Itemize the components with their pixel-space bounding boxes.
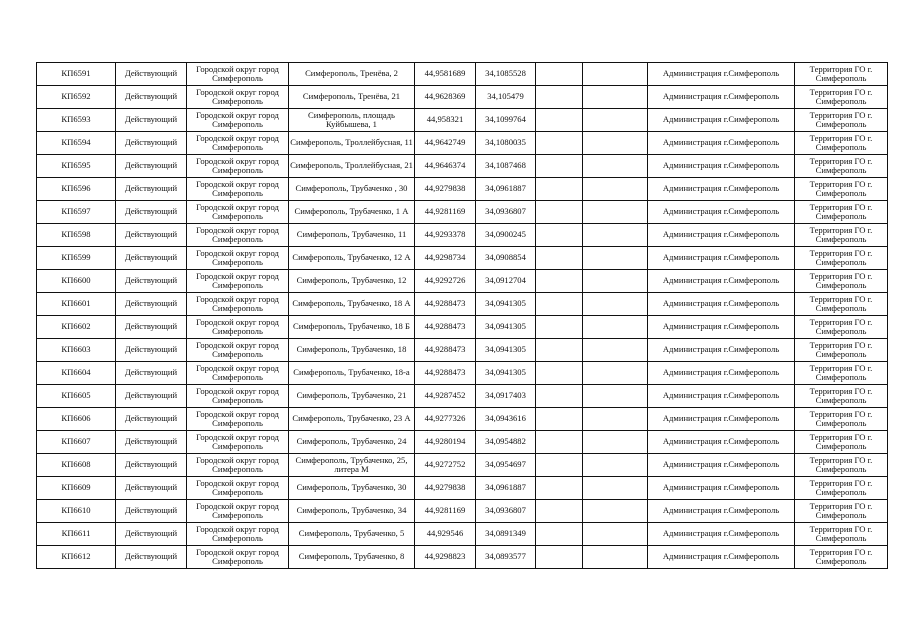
cell-empty [583,293,648,316]
cell-empty [536,454,583,477]
cell-latitude: 44,9288473 [415,293,476,316]
cell-longitude: 34,105479 [476,86,536,109]
cell-status: Действующий [116,408,187,431]
cell-empty [583,523,648,546]
cell-empty [536,546,583,569]
cell-territory: Городской округ город Симферополь [187,500,289,523]
cell-status: Действующий [116,201,187,224]
cell-latitude: 44,9292726 [415,270,476,293]
cell-empty [536,86,583,109]
cell-empty [536,500,583,523]
cell-inventory-number: КП6594 [37,132,116,155]
cell-status: Действующий [116,109,187,132]
table-row [37,201,888,224]
cell-service-zone: Территория ГО г. Симферополь [795,546,888,569]
table-row [37,339,888,362]
cell-territory: Городской округ город Симферополь [187,109,289,132]
cell-owner: Администрация г.Симферополь [648,247,795,270]
cell-latitude: 44,958321 [415,109,476,132]
cell-inventory-number: КП6607 [37,431,116,454]
cell-owner: Администрация г.Симферополь [648,178,795,201]
cell-territory: Городской округ город Симферополь [187,339,289,362]
table-row [37,500,888,523]
cell-address: Симферополь, Трубаченко, 12 А [289,247,415,270]
table-body [37,63,888,569]
cell-owner: Администрация г.Симферополь [648,431,795,454]
cell-longitude: 34,0941305 [476,362,536,385]
cell-latitude: 44,9287452 [415,385,476,408]
cell-empty [583,454,648,477]
table-row [37,63,888,86]
cell-inventory-number: КП6609 [37,477,116,500]
cell-inventory-number: КП6591 [37,63,116,86]
cell-inventory-number: КП6601 [37,293,116,316]
cell-empty [583,201,648,224]
cell-longitude: 34,0893577 [476,546,536,569]
cell-territory: Городской округ город Симферополь [187,293,289,316]
table-row [37,362,888,385]
cell-service-zone: Территория ГО г. Симферополь [795,408,888,431]
cell-address: Симферополь, Тренёва, 2 [289,63,415,86]
cell-longitude: 34,0908854 [476,247,536,270]
cell-empty [583,109,648,132]
cell-longitude: 34,0954882 [476,431,536,454]
cell-service-zone: Территория ГО г. Симферополь [795,339,888,362]
cell-service-zone: Территория ГО г. Симферополь [795,316,888,339]
cell-territory: Городской округ город Симферополь [187,362,289,385]
cell-address: Симферополь, Тренёва, 21 [289,86,415,109]
table-row [37,178,888,201]
cell-inventory-number: КП6610 [37,500,116,523]
cell-longitude: 34,1099764 [476,109,536,132]
cell-service-zone: Территория ГО г. Симферополь [795,109,888,132]
cell-address: Симферополь, Троллейбусная, 11 [289,132,415,155]
cell-empty [536,63,583,86]
cell-service-zone: Территория ГО г. Симферополь [795,270,888,293]
cell-inventory-number: КП6592 [37,86,116,109]
cell-service-zone: Территория ГО г. Симферополь [795,201,888,224]
table-row [37,454,888,477]
cell-longitude: 34,1085528 [476,63,536,86]
cell-territory: Городской округ город Симферополь [187,224,289,247]
cell-address: Симферополь, Трубаченко, 11 [289,224,415,247]
cell-owner: Администрация г.Симферополь [648,316,795,339]
cell-empty [583,247,648,270]
table-row [37,109,888,132]
cell-empty [583,477,648,500]
table-row [37,316,888,339]
cell-empty [583,270,648,293]
cell-status: Действующий [116,316,187,339]
cell-service-zone: Территория ГО г. Симферополь [795,132,888,155]
cell-latitude: 44,9581689 [415,63,476,86]
cell-latitude: 44,9628369 [415,86,476,109]
cell-inventory-number: КП6595 [37,155,116,178]
table-row [37,385,888,408]
cell-longitude: 34,0912704 [476,270,536,293]
cell-empty [536,523,583,546]
cell-latitude: 44,9646374 [415,155,476,178]
cell-territory: Городской округ город Симферополь [187,63,289,86]
cell-inventory-number: КП6611 [37,523,116,546]
cell-service-zone: Территория ГО г. Симферополь [795,431,888,454]
cell-address: Симферополь, Трубаченко, 34 [289,500,415,523]
table-row [37,155,888,178]
cell-service-zone: Территория ГО г. Симферополь [795,477,888,500]
cell-address: Симферополь, Трубаченко, 24 [289,431,415,454]
cell-owner: Администрация г.Симферополь [648,523,795,546]
cell-longitude: 34,0891349 [476,523,536,546]
table-row [37,293,888,316]
cell-service-zone: Территория ГО г. Симферополь [795,178,888,201]
cell-longitude: 34,0941305 [476,293,536,316]
cell-empty [583,385,648,408]
cell-empty [583,362,648,385]
cell-owner: Администрация г.Симферополь [648,86,795,109]
cell-owner: Администрация г.Симферополь [648,500,795,523]
table-row [37,224,888,247]
cell-owner: Администрация г.Симферополь [648,224,795,247]
cell-longitude: 34,0936807 [476,201,536,224]
cell-longitude: 34,0917403 [476,385,536,408]
cell-latitude: 44,9279838 [415,477,476,500]
container-sites-table [36,62,888,569]
cell-empty [583,155,648,178]
cell-empty [536,385,583,408]
cell-territory: Городской округ город Симферополь [187,523,289,546]
cell-owner: Администрация г.Симферополь [648,362,795,385]
cell-owner: Администрация г.Симферополь [648,477,795,500]
cell-service-zone: Территория ГО г. Симферополь [795,86,888,109]
cell-territory: Городской округ город Симферополь [187,477,289,500]
cell-empty [536,224,583,247]
cell-latitude: 44,9298823 [415,546,476,569]
cell-owner: Администрация г.Симферополь [648,385,795,408]
cell-longitude: 34,0941305 [476,316,536,339]
cell-latitude: 44,929546 [415,523,476,546]
cell-address: Симферополь, Трубаченко, 30 [289,477,415,500]
cell-status: Действующий [116,362,187,385]
cell-service-zone: Территория ГО г. Симферополь [795,500,888,523]
cell-empty [536,431,583,454]
cell-longitude: 34,0961887 [476,477,536,500]
cell-inventory-number: КП6596 [37,178,116,201]
cell-owner: Администрация г.Симферополь [648,155,795,178]
cell-latitude: 44,9279838 [415,178,476,201]
cell-address: Симферополь, Трубаченко, 5 [289,523,415,546]
cell-empty [583,500,648,523]
cell-empty [583,224,648,247]
cell-status: Действующий [116,293,187,316]
cell-service-zone: Территория ГО г. Симферополь [795,155,888,178]
cell-service-zone: Территория ГО г. Симферополь [795,224,888,247]
cell-territory: Городской округ город Симферополь [187,454,289,477]
cell-status: Действующий [116,270,187,293]
cell-inventory-number: КП6606 [37,408,116,431]
cell-address: Симферополь, Трубаченко, 12 [289,270,415,293]
cell-latitude: 44,9288473 [415,316,476,339]
cell-inventory-number: КП6603 [37,339,116,362]
cell-territory: Городской округ город Симферополь [187,270,289,293]
cell-latitude: 44,9280194 [415,431,476,454]
cell-inventory-number: КП6605 [37,385,116,408]
cell-owner: Администрация г.Симферополь [648,132,795,155]
cell-empty [583,86,648,109]
cell-empty [536,132,583,155]
cell-longitude: 34,0943616 [476,408,536,431]
table-row [37,247,888,270]
cell-status: Действующий [116,63,187,86]
cell-latitude: 44,9281169 [415,201,476,224]
cell-empty [536,201,583,224]
cell-owner: Администрация г.Симферополь [648,408,795,431]
cell-address: Симферополь, Трубаченко , 30 [289,178,415,201]
cell-service-zone: Территория ГО г. Симферополь [795,63,888,86]
cell-owner: Администрация г.Симферополь [648,270,795,293]
cell-address: Симферополь, Трубаченко, 18 [289,339,415,362]
cell-status: Действующий [116,385,187,408]
cell-status: Действующий [116,523,187,546]
cell-territory: Городской округ город Симферополь [187,201,289,224]
cell-address: Симферополь, Трубаченко, 18-а [289,362,415,385]
cell-empty [536,408,583,431]
cell-owner: Администрация г.Симферополь [648,339,795,362]
cell-empty [583,63,648,86]
cell-inventory-number: КП6597 [37,201,116,224]
cell-empty [536,178,583,201]
cell-service-zone: Территория ГО г. Симферополь [795,454,888,477]
cell-territory: Городской округ город Симферополь [187,431,289,454]
cell-longitude: 34,0941305 [476,339,536,362]
cell-address: Симферополь, Трубаченко, 1 А [289,201,415,224]
cell-territory: Городской округ город Симферополь [187,247,289,270]
cell-empty [583,132,648,155]
cell-owner: Администрация г.Симферополь [648,454,795,477]
cell-status: Действующий [116,86,187,109]
cell-status: Действующий [116,132,187,155]
cell-owner: Администрация г.Симферополь [648,63,795,86]
cell-status: Действующий [116,431,187,454]
cell-service-zone: Территория ГО г. Симферополь [795,293,888,316]
cell-empty [536,293,583,316]
cell-longitude: 34,1080035 [476,132,536,155]
cell-address: Симферополь, Трубаченко, 21 [289,385,415,408]
cell-status: Действующий [116,224,187,247]
cell-latitude: 44,9277326 [415,408,476,431]
table-row [37,431,888,454]
cell-empty [536,270,583,293]
cell-longitude: 34,0936807 [476,500,536,523]
table-row [37,523,888,546]
cell-owner: Администрация г.Симферополь [648,293,795,316]
cell-owner: Администрация г.Симферополь [648,201,795,224]
cell-empty [583,546,648,569]
table-row [37,132,888,155]
cell-address: Симферополь, Трубаченко, 18 А [289,293,415,316]
cell-longitude: 34,0900245 [476,224,536,247]
cell-service-zone: Территория ГО г. Симферополь [795,362,888,385]
cell-territory: Городской округ город Симферополь [187,316,289,339]
cell-service-zone: Территория ГО г. Симферополь [795,385,888,408]
cell-status: Действующий [116,178,187,201]
cell-empty [536,362,583,385]
cell-owner: Администрация г.Симферополь [648,109,795,132]
cell-status: Действующий [116,155,187,178]
cell-status: Действующий [116,500,187,523]
cell-inventory-number: КП6604 [37,362,116,385]
cell-inventory-number: КП6608 [37,454,116,477]
cell-address: Симферополь, Троллейбусная, 21 [289,155,415,178]
cell-address: Симферополь, Трубаченко, 18 Б [289,316,415,339]
cell-empty [583,178,648,201]
cell-territory: Городской округ город Симферополь [187,385,289,408]
cell-status: Действующий [116,454,187,477]
cell-latitude: 44,9642749 [415,132,476,155]
cell-empty [536,316,583,339]
cell-inventory-number: КП6598 [37,224,116,247]
cell-status: Действующий [116,247,187,270]
cell-owner: Администрация г.Симферополь [648,546,795,569]
cell-empty [536,109,583,132]
cell-empty [583,431,648,454]
cell-latitude: 44,9298734 [415,247,476,270]
cell-territory: Городской округ город Симферополь [187,132,289,155]
cell-empty [536,247,583,270]
cell-longitude: 34,0954697 [476,454,536,477]
table-row [37,408,888,431]
cell-latitude: 44,9272752 [415,454,476,477]
cell-inventory-number: КП6599 [37,247,116,270]
cell-inventory-number: КП6612 [37,546,116,569]
cell-longitude: 34,0961887 [476,178,536,201]
cell-latitude: 44,9281169 [415,500,476,523]
cell-territory: Городской округ город Симферополь [187,86,289,109]
table-row [37,86,888,109]
cell-status: Действующий [116,339,187,362]
cell-inventory-number: КП6602 [37,316,116,339]
table-row [37,546,888,569]
cell-inventory-number: КП6600 [37,270,116,293]
cell-empty [583,316,648,339]
cell-territory: Городской округ город Симферополь [187,408,289,431]
cell-latitude: 44,9293378 [415,224,476,247]
table-row [37,270,888,293]
cell-latitude: 44,9288473 [415,362,476,385]
cell-address: Симферополь, Трубаченко, 23 А [289,408,415,431]
cell-empty [583,339,648,362]
table-row [37,477,888,500]
cell-address: Симферополь, площадь Куйбышева, 1 [289,109,415,132]
cell-address: Симферополь, Трубаченко, 25, литера М [289,454,415,477]
cell-empty [536,339,583,362]
cell-empty [583,408,648,431]
cell-territory: Городской округ город Симферополь [187,155,289,178]
cell-territory: Городской округ город Симферополь [187,546,289,569]
cell-address: Симферополь, Трубаченко, 8 [289,546,415,569]
cell-empty [536,155,583,178]
cell-longitude: 34,1087468 [476,155,536,178]
cell-inventory-number: КП6593 [37,109,116,132]
cell-empty [536,477,583,500]
cell-territory: Городской округ город Симферополь [187,178,289,201]
cell-status: Действующий [116,546,187,569]
cell-service-zone: Территория ГО г. Симферополь [795,523,888,546]
cell-latitude: 44,9288473 [415,339,476,362]
cell-status: Действующий [116,477,187,500]
cell-service-zone: Территория ГО г. Симферополь [795,247,888,270]
